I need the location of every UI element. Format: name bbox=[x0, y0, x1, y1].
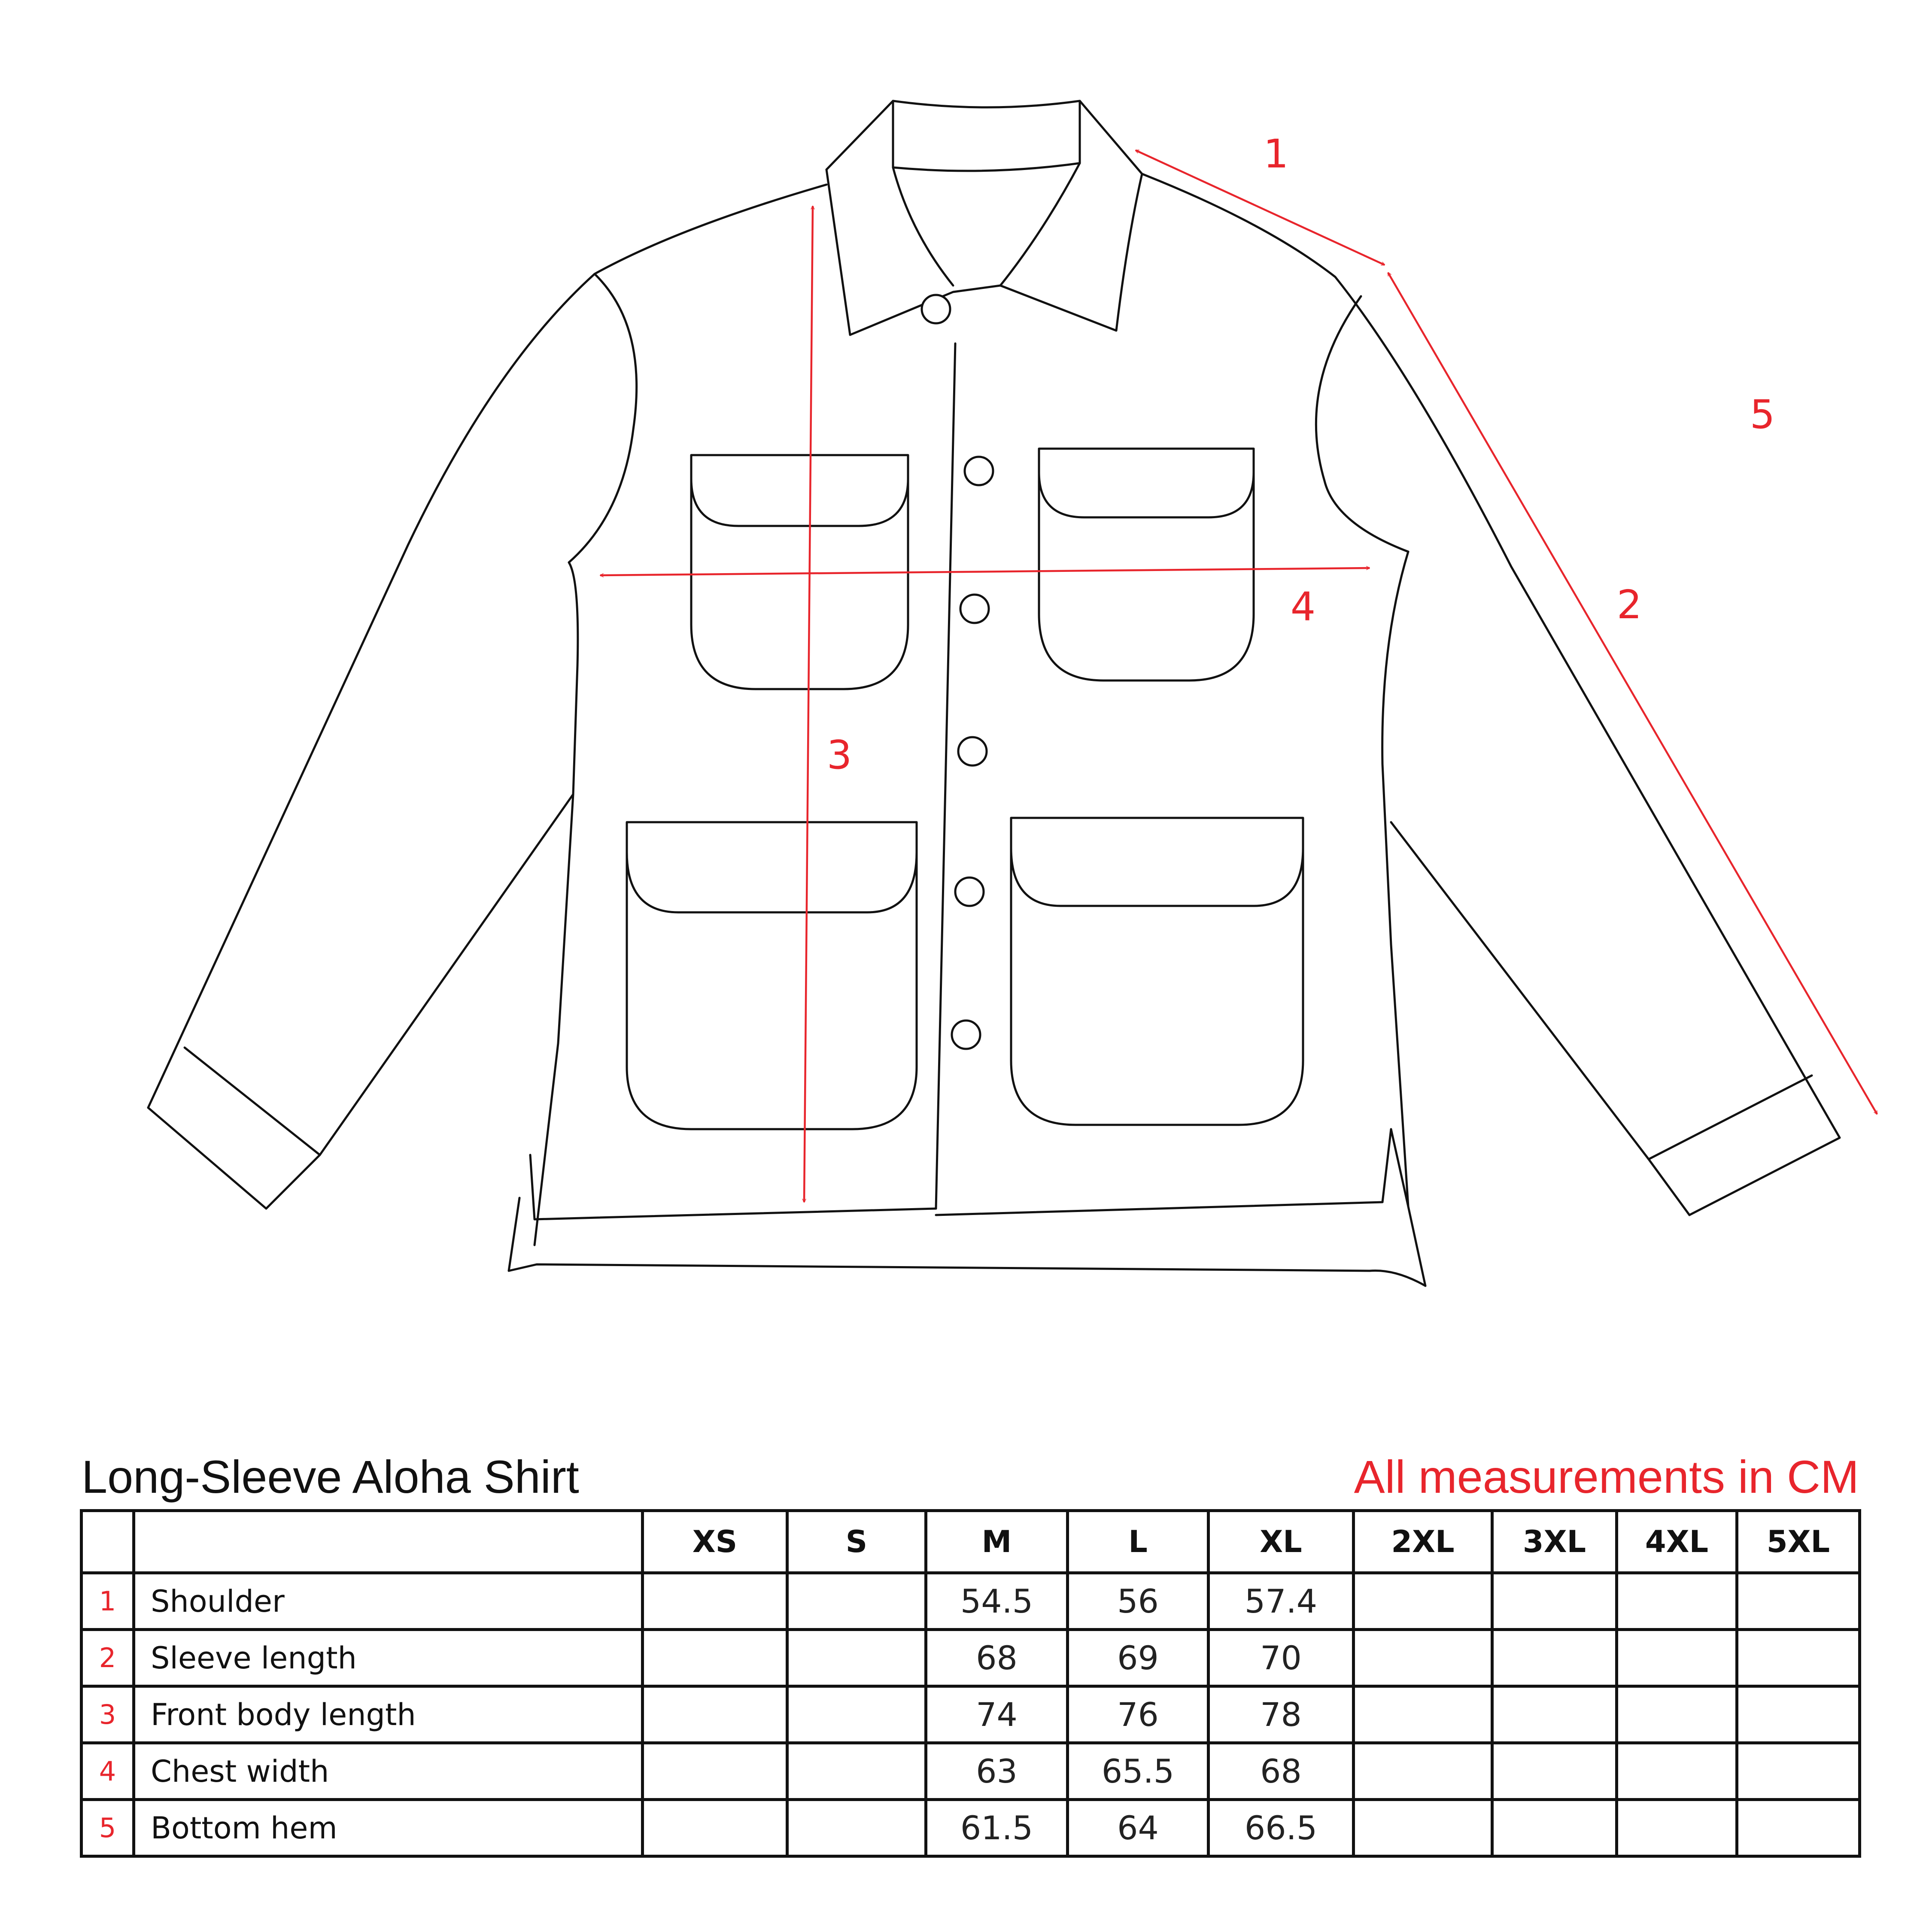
cell bbox=[1737, 1686, 1860, 1743]
button-2 bbox=[965, 457, 993, 485]
cell bbox=[643, 1800, 787, 1856]
row-number: 4 bbox=[82, 1743, 134, 1800]
cell: 54.5 bbox=[926, 1573, 1068, 1630]
header-num-cell bbox=[82, 1511, 134, 1573]
cell bbox=[1492, 1743, 1617, 1800]
cell: 61.5 bbox=[926, 1800, 1068, 1856]
cell: 78 bbox=[1209, 1686, 1354, 1743]
row-number: 2 bbox=[82, 1630, 134, 1686]
table-row bbox=[82, 1686, 1860, 1743]
cell bbox=[1354, 1573, 1492, 1630]
cell bbox=[1737, 1573, 1860, 1630]
cell bbox=[1492, 1686, 1617, 1743]
marker-5: 5 bbox=[1750, 392, 1775, 437]
cell bbox=[1492, 1573, 1617, 1630]
cell: 65.5 bbox=[1068, 1743, 1209, 1800]
units-note: All measurements in CM bbox=[1354, 1451, 1859, 1503]
marker-3: 3 bbox=[826, 732, 852, 778]
size-header: 4XL bbox=[1617, 1511, 1737, 1573]
cell bbox=[787, 1573, 926, 1630]
button-3 bbox=[960, 595, 989, 623]
cell: 57.4 bbox=[1209, 1573, 1354, 1630]
cell: 56 bbox=[1068, 1573, 1209, 1630]
table-row bbox=[82, 1743, 1860, 1800]
size-header: XL bbox=[1209, 1511, 1354, 1573]
cell: 69 bbox=[1068, 1630, 1209, 1686]
cell: 74 bbox=[926, 1686, 1068, 1743]
cell: 63 bbox=[926, 1743, 1068, 1800]
cell bbox=[1737, 1743, 1860, 1800]
row-label: Front body length bbox=[134, 1686, 643, 1743]
cell: 68 bbox=[926, 1630, 1068, 1686]
cell bbox=[1617, 1686, 1737, 1743]
cell: 68 bbox=[1209, 1743, 1354, 1800]
cell bbox=[1354, 1630, 1492, 1686]
cell bbox=[1492, 1630, 1617, 1686]
size-header-row bbox=[82, 1511, 1860, 1573]
cell bbox=[643, 1630, 787, 1686]
row-label: Chest width bbox=[134, 1743, 643, 1800]
cell bbox=[787, 1800, 926, 1856]
table-row bbox=[82, 1800, 1860, 1856]
marker-2: 2 bbox=[1616, 582, 1642, 628]
table-row bbox=[82, 1573, 1860, 1630]
button-4 bbox=[958, 737, 987, 766]
cell bbox=[1617, 1743, 1737, 1800]
row-label: Bottom hem bbox=[134, 1800, 643, 1856]
cell bbox=[1354, 1800, 1492, 1856]
cell bbox=[1354, 1743, 1492, 1800]
size-header: S bbox=[787, 1511, 926, 1573]
row-number: 5 bbox=[82, 1800, 134, 1856]
chart-title: Long-Sleeve Aloha Shirt bbox=[82, 1451, 579, 1503]
cell bbox=[643, 1573, 787, 1630]
size-header: 5XL bbox=[1737, 1511, 1860, 1573]
marker-4: 4 bbox=[1290, 584, 1316, 630]
row-label: Shoulder bbox=[134, 1573, 643, 1630]
cell bbox=[1617, 1800, 1737, 1856]
cell bbox=[1354, 1686, 1492, 1743]
cell bbox=[787, 1686, 926, 1743]
size-header: 3XL bbox=[1492, 1511, 1617, 1573]
cell: 66.5 bbox=[1209, 1800, 1354, 1856]
size-header: L bbox=[1068, 1511, 1209, 1573]
size-header: XS bbox=[643, 1511, 787, 1573]
size-header: M bbox=[926, 1511, 1068, 1573]
button-1 bbox=[922, 295, 950, 323]
size-header: 2XL bbox=[1354, 1511, 1492, 1573]
header-label-cell bbox=[134, 1511, 643, 1573]
cell bbox=[787, 1743, 926, 1800]
button-6 bbox=[952, 1021, 980, 1049]
row-number: 3 bbox=[82, 1686, 134, 1743]
marker-1: 1 bbox=[1263, 131, 1289, 177]
table-row bbox=[82, 1630, 1860, 1686]
row-label: Sleeve length bbox=[134, 1630, 643, 1686]
cell bbox=[787, 1630, 926, 1686]
cell bbox=[1737, 1800, 1860, 1856]
cell bbox=[643, 1743, 787, 1800]
cell: 76 bbox=[1068, 1686, 1209, 1743]
cell bbox=[1492, 1800, 1617, 1856]
cell: 70 bbox=[1209, 1630, 1354, 1686]
size-table bbox=[80, 1509, 1861, 1858]
row-number: 1 bbox=[82, 1573, 134, 1630]
cell bbox=[643, 1686, 787, 1743]
cell bbox=[1617, 1573, 1737, 1630]
cell: 64 bbox=[1068, 1800, 1209, 1856]
cell bbox=[1737, 1630, 1860, 1686]
cell bbox=[1617, 1630, 1737, 1686]
button-5 bbox=[955, 878, 984, 906]
